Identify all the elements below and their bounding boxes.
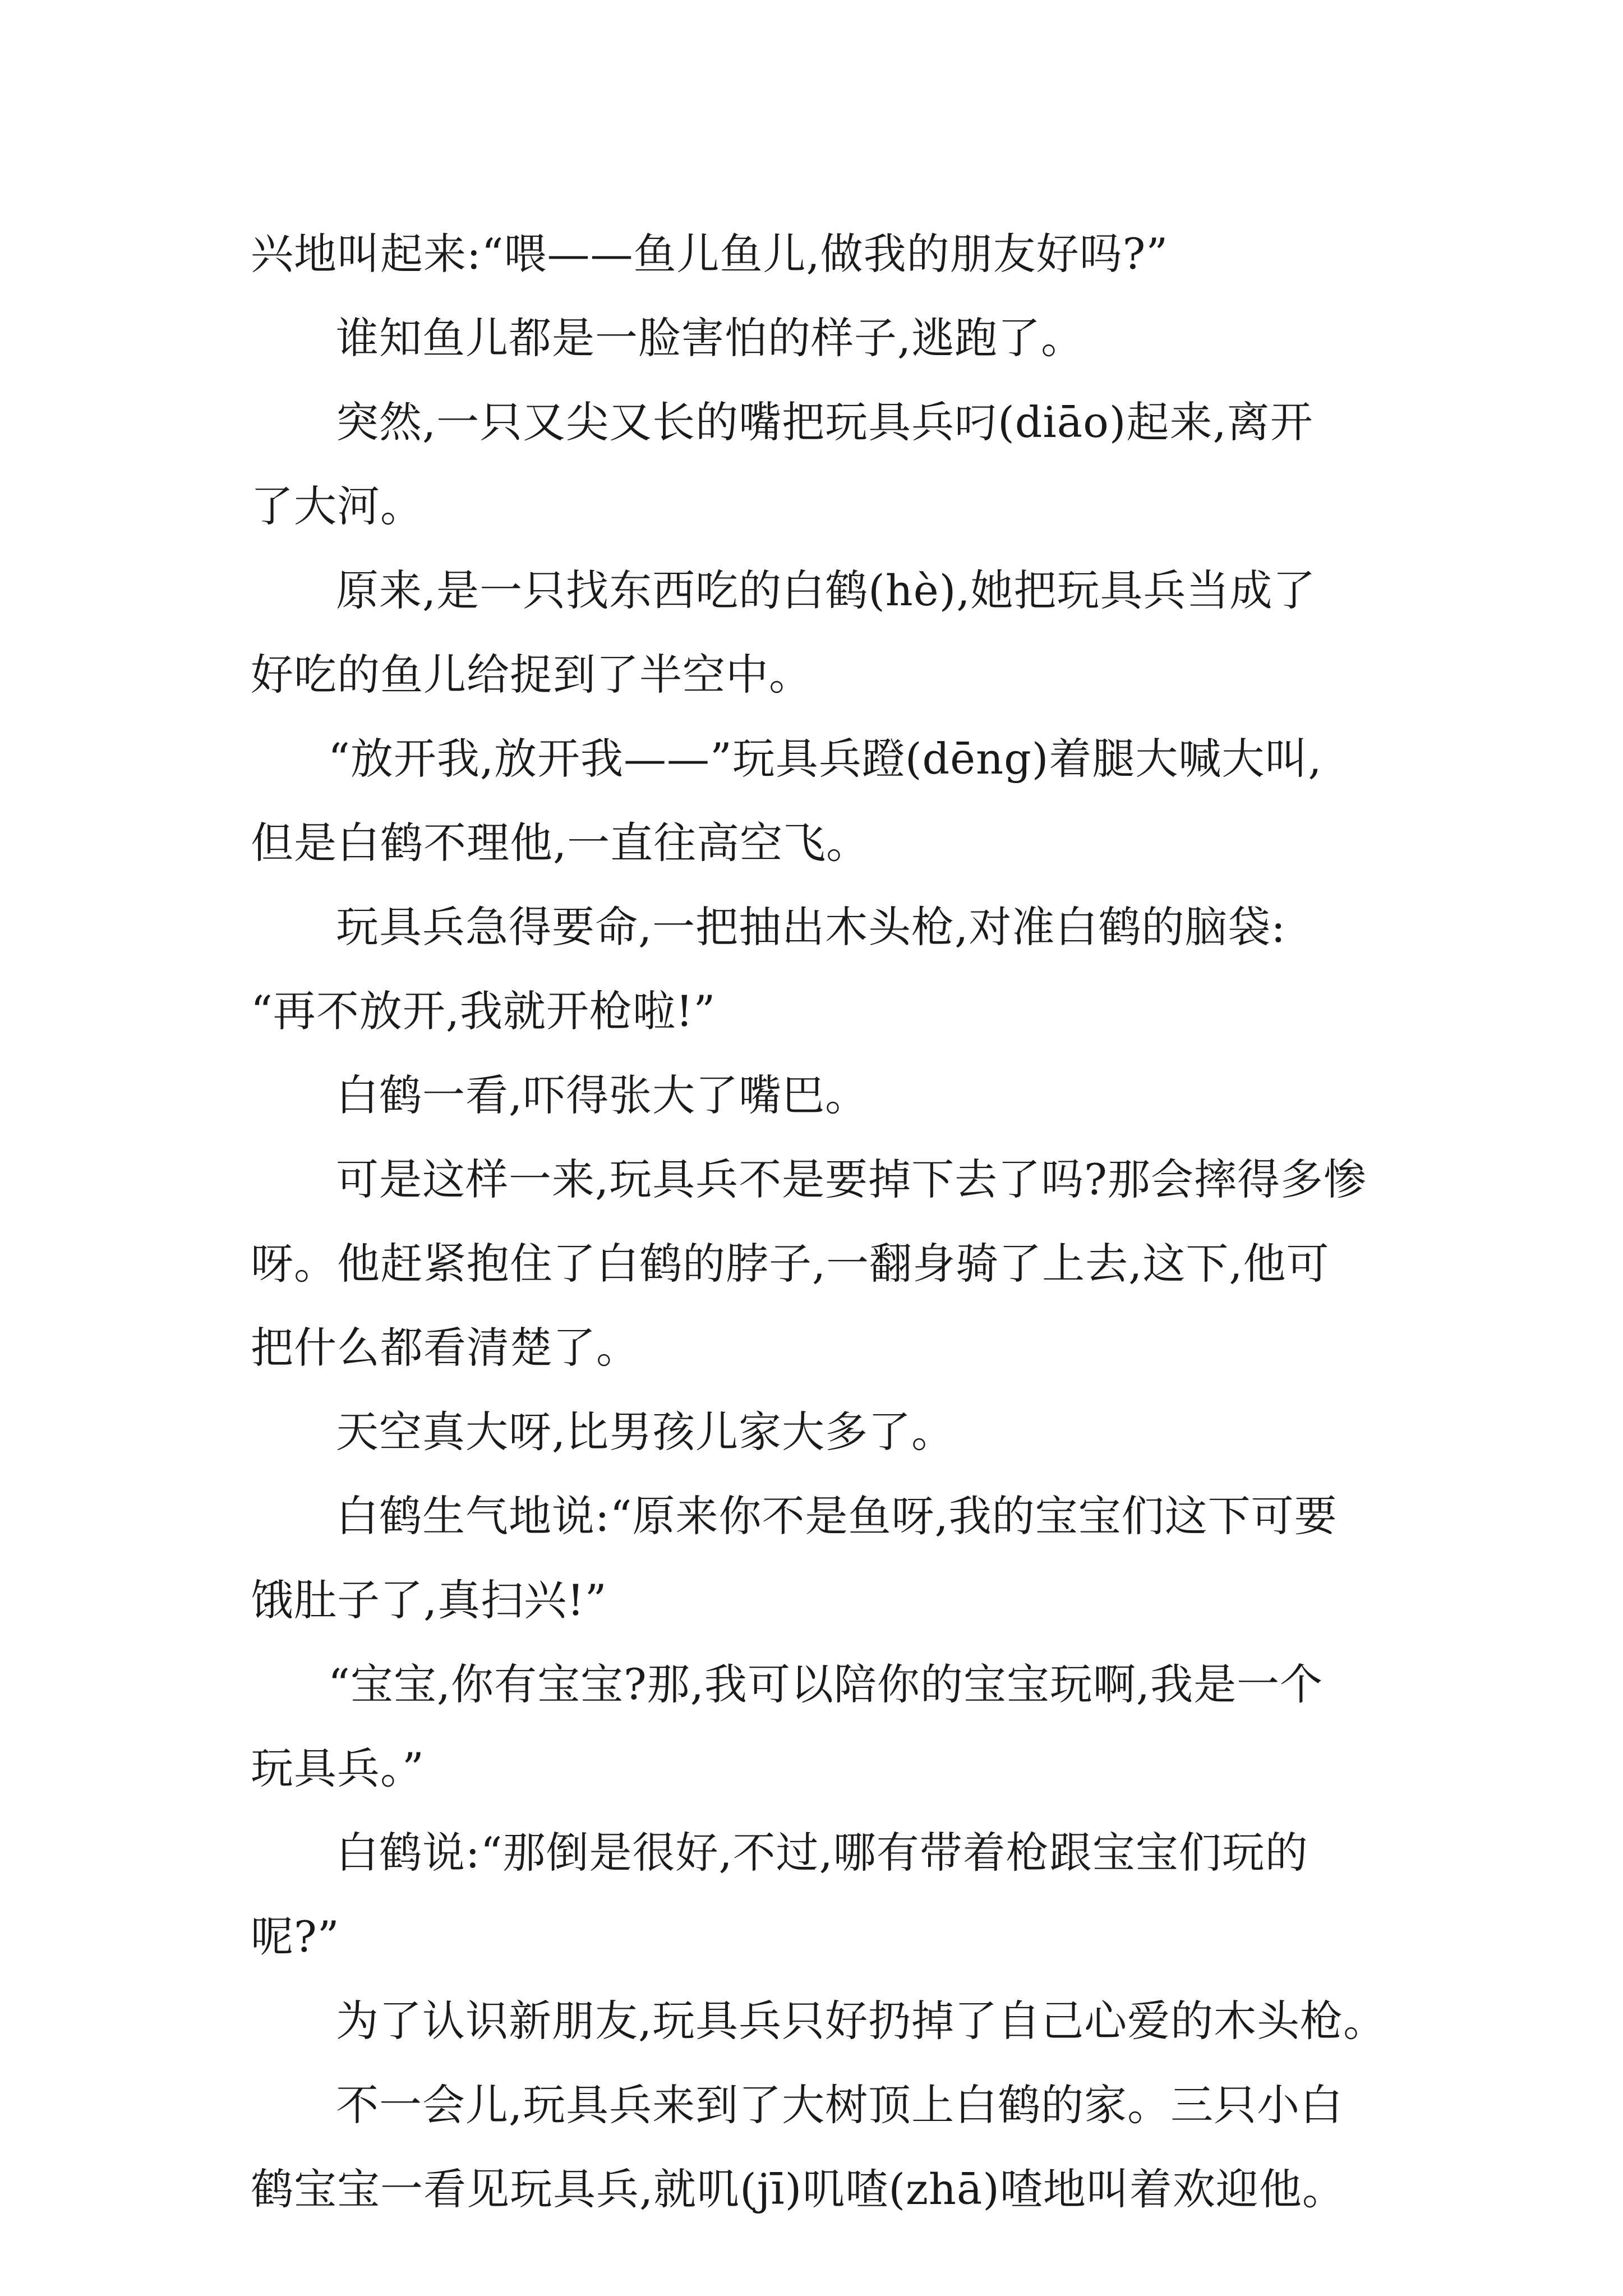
text-line: 玩具兵急得要命,一把抽出木头枪,对准白鹤的脑袋: [336,902,1286,952]
text-line: “放开我,放开我——”玩具兵蹬(dēng)着腿大喊大叫, [328,734,1322,784]
text-line: 不一会儿,玩具兵来到了大树顶上白鹤的家。三只小白 [336,2080,1344,2130]
text-line: 了大河。 [251,481,423,531]
text-line: 突然,一只又尖又长的嘴把玩具兵叼(diāo)起来,离开 [336,397,1313,447]
body-text [251,212,1400,2231]
text-line: 呀。他赶紧抱住了白鹤的脖子,一翻身骑了上去,这下,他可 [251,1239,1330,1289]
text-line: 好吃的鱼儿给捉到了半空中。 [251,650,812,700]
text-line: “再不放开,我就开枪啦!” [251,986,716,1036]
text-line: 谁知鱼儿都是一脸害怕的样子,逃跑了。 [336,313,1085,363]
text-line: 原来,是一只找东西吃的白鹤(hè),她把玩具兵当成了 [336,565,1316,615]
text-line: 鹤宝宝一看见玩具兵,就叽(jī)叽喳(zhā)喳地叫着欢迎他。 [251,2164,1345,2214]
text-line: 白鹤生气地说:“原来你不是鱼呀,我的宝宝们这下可要 [336,1491,1338,1541]
text-line: 饿肚子了,真扫兴!” [251,1575,607,1625]
text-line: 但是白鹤不理他,一直往高空飞。 [251,818,870,868]
text-line: 白鹤一看,吓得张大了嘴巴。 [336,1070,869,1120]
text-line: 兴地叫起来:“喂——鱼儿鱼儿,做我的朋友好吗?” [251,229,1169,279]
text-line: 可是这样一来,玩具兵不是要掉下去了吗?那会摔得多惨 [336,1154,1367,1204]
text-line: 呢?” [251,1912,340,1962]
text-line: 把什么都看清楚了。 [251,1323,639,1373]
text-line: 天空真大呀,比男孩儿家大多了。 [336,1407,955,1457]
text-line: 为了认识新朋友,玩具兵只好扔掉了自己心爱的木头枪。 [336,1996,1387,2046]
text-line: 白鹤说:“那倒是很好,不过,哪有带着枪跟宝宝们玩的 [336,1828,1308,1878]
text-line: “宝宝,你有宝宝?那,我可以陪你的宝宝玩啊,我是一个 [328,1659,1324,1709]
text-line: 玩具兵。” [251,1743,425,1793]
